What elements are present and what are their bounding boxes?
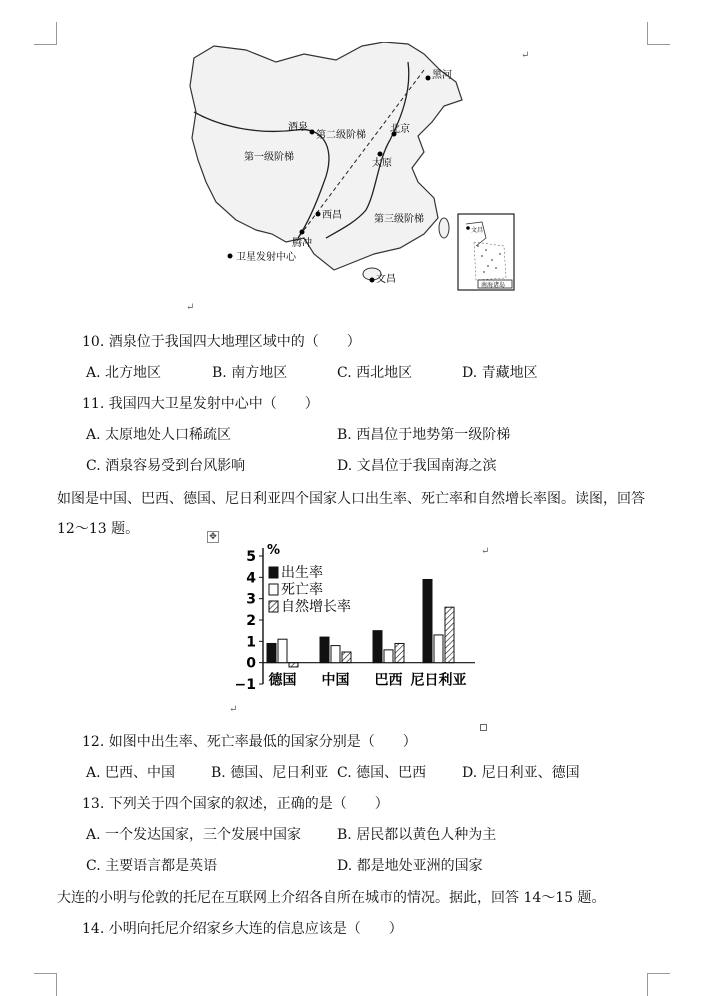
- question-12-stem: 12. 如图中出生率、死亡率最低的国家分别是（ ）: [82, 734, 417, 750]
- chart-ylabel: %: [267, 543, 281, 558]
- inset-caption: 南海诸岛: [481, 282, 506, 289]
- legend-swatch: [269, 601, 278, 612]
- map-label-tier1: 第一级阶梯: [244, 152, 294, 163]
- map-label-taiyuan: 太原: [372, 158, 392, 169]
- map-legend-satellite: 卫星发射中心: [236, 252, 296, 263]
- bar-1-3: [434, 635, 443, 663]
- bar-0-2: [373, 631, 382, 663]
- map-label-xichang: 西昌: [322, 210, 342, 221]
- question-10-stem: 10. 酒泉位于我国四大地理区域中的（ ）: [82, 334, 361, 350]
- crop-mark-bottom-left: [34, 973, 57, 996]
- bar-1-2: [384, 650, 393, 663]
- bar-1-0: [278, 639, 287, 662]
- chart-category-label: 尼日利亚: [410, 672, 467, 689]
- crop-mark-top-right: [647, 22, 670, 45]
- q11-option-b[interactable]: B. 西昌位于地势第一级阶梯: [337, 427, 511, 443]
- map-label-beijing: 北京: [390, 124, 410, 135]
- map-label-tier3: 第三级阶梯: [374, 214, 424, 225]
- intro-12-13-line-2: 12～13 题。: [57, 521, 140, 537]
- chart-category-label: 德国: [268, 672, 297, 689]
- chart-y-tick-label: −1: [234, 677, 256, 690]
- paragraph-mark: ↵: [186, 302, 195, 313]
- map-label-heihe: 黑河: [432, 70, 452, 81]
- q11-option-c[interactable]: C. 酒泉容易受到台风影响: [86, 458, 246, 474]
- crop-mark-bottom-right: [647, 973, 670, 996]
- move-handle-icon[interactable]: ✥: [207, 531, 219, 543]
- chart-y-tick-label: 1: [246, 634, 256, 651]
- bar-0-1: [320, 637, 329, 663]
- population-rate-bar-chart: [225, 540, 481, 690]
- inset-label-wenchang: 文昌: [471, 227, 484, 234]
- legend-label: 自然增长率: [281, 599, 351, 615]
- q13-option-c[interactable]: C. 主要语言都是英语: [86, 858, 218, 874]
- map-inset-frame: [458, 214, 514, 290]
- resize-handle-icon[interactable]: [480, 724, 487, 731]
- q10-option-d[interactable]: D. 青藏地区: [462, 365, 538, 381]
- q11-option-a[interactable]: A. 太原地处人口稀疏区: [86, 427, 232, 443]
- bar-0-3: [423, 579, 432, 662]
- bar-2-2: [395, 643, 404, 662]
- chart-y-tick-label: 2: [246, 613, 256, 629]
- bar-0-0: [267, 643, 276, 662]
- q13-option-d[interactable]: D. 都是地处亚洲的国家: [337, 858, 483, 874]
- q11-option-d[interactable]: D. 文昌位于我国南海之滨: [337, 458, 497, 474]
- map-label-tier2: 第二级阶梯: [316, 130, 366, 141]
- china-outline: [190, 42, 462, 270]
- china-map-figure: [186, 42, 526, 296]
- question-13-stem: 13. 下列关于四个国家的叙述，正确的是（ ）: [82, 796, 389, 812]
- q13-option-a[interactable]: A. 一个发达国家，三个发展中国家: [86, 827, 302, 843]
- paragraph-mark: ↵: [521, 50, 530, 61]
- chart-y-tick-label: 0: [246, 655, 256, 672]
- q12-option-c[interactable]: C. 德国、巴西: [337, 765, 427, 781]
- map-label-tengchong: 腾冲: [292, 238, 312, 249]
- q12-option-a[interactable]: A. 巴西、中国: [86, 765, 176, 781]
- crop-mark-top-left: [34, 22, 57, 45]
- question-11-stem: 11. 我国四大卫星发射中心中（ ）: [82, 396, 319, 412]
- bar-1-1: [331, 646, 340, 663]
- q13-option-b[interactable]: B. 居民都以黄色人种为主: [337, 827, 497, 843]
- q12-option-d[interactable]: D. 尼日利亚、德国: [462, 765, 580, 781]
- map-label-jiuquan: 酒泉: [288, 122, 308, 133]
- q10-option-c[interactable]: C. 西北地区: [337, 365, 413, 381]
- chart-y-tick-label: 4: [246, 570, 256, 587]
- legend-label: 出生率: [281, 565, 323, 581]
- chart-y-tick-label: 3: [246, 591, 256, 608]
- legend-label: 死亡率: [281, 582, 323, 598]
- intro-12-13-line-1: 如图是中国、巴西、德国、尼日利亚四个国家人口出生率、死亡率和自然增长率图。读图，回答: [57, 491, 645, 507]
- chart-y-tick-label: 5: [246, 549, 256, 565]
- question-14-stem: 14. 小明向托尼介绍家乡大连的信息应该是（ ）: [82, 921, 403, 937]
- chart-category-label: 巴西: [374, 672, 403, 689]
- bar-2-0: [289, 663, 298, 667]
- paragraph-mark: ↵: [229, 704, 238, 715]
- legend-swatch: [269, 567, 278, 578]
- q10-option-b[interactable]: B. 南方地区: [212, 365, 288, 381]
- q10-option-a[interactable]: A. 北方地区: [86, 365, 162, 381]
- intro-14-15: 大连的小明与伦敦的托尼在互联网上介绍各自所在城市的情况。据此，回答 14～15 题。: [57, 890, 606, 906]
- q12-option-b[interactable]: B. 德国、尼日利亚: [211, 765, 329, 781]
- bar-2-3: [445, 607, 454, 662]
- paragraph-mark: ↵: [481, 546, 490, 557]
- bar-2-1: [342, 652, 351, 663]
- chart-category-label: 中国: [321, 672, 350, 689]
- map-label-wenchang: 文昌: [376, 274, 396, 285]
- legend-swatch: [269, 584, 278, 595]
